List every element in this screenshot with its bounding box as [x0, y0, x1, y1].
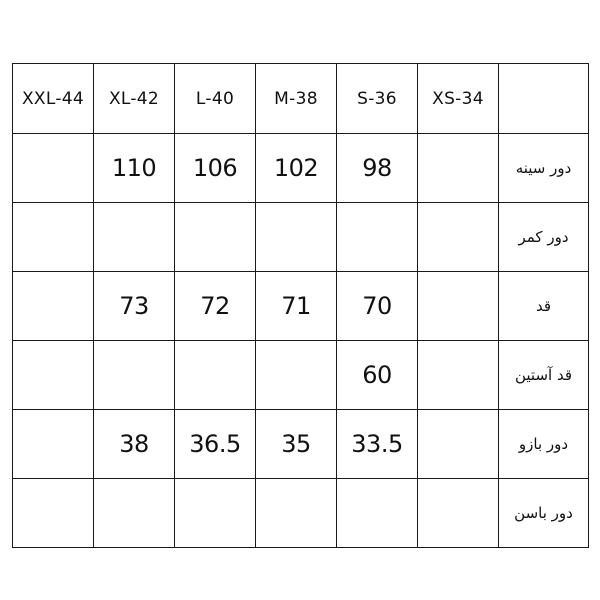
- row-label-length: قد: [499, 272, 589, 341]
- value-cell: [13, 479, 94, 548]
- value-cell: 33.5: [337, 410, 418, 479]
- value-cell: [337, 479, 418, 548]
- value-cell: [94, 341, 175, 410]
- size-header-m: M-38: [256, 64, 337, 134]
- size-header-xxl: XXL-44: [13, 64, 94, 134]
- size-header-xs: XS-34: [418, 64, 499, 134]
- table-row: [13, 341, 589, 410]
- value-cell: [418, 203, 499, 272]
- table-row: [13, 203, 589, 272]
- value-cell: 71: [256, 272, 337, 341]
- value-cell: [418, 341, 499, 410]
- value-cell: [418, 134, 499, 203]
- row-label-hip: دور باسن: [499, 479, 589, 548]
- row-label-arm: دور بازو: [499, 410, 589, 479]
- value-cell: [418, 410, 499, 479]
- value-cell: [418, 272, 499, 341]
- value-cell: 38: [94, 410, 175, 479]
- value-cell: 73: [94, 272, 175, 341]
- value-cell: [94, 479, 175, 548]
- value-cell: 60: [337, 341, 418, 410]
- value-cell: 102: [256, 134, 337, 203]
- value-cell: [13, 410, 94, 479]
- value-cell: [256, 341, 337, 410]
- value-cell: 70: [337, 272, 418, 341]
- value-cell: 36.5: [175, 410, 256, 479]
- table-row: [13, 272, 589, 341]
- value-cell: [256, 203, 337, 272]
- table-row: [13, 410, 589, 479]
- row-label-chest: دور سینه: [499, 134, 589, 203]
- value-cell: [175, 479, 256, 548]
- value-cell: [337, 203, 418, 272]
- row-label-sleeve-length: قد آستین: [499, 341, 589, 410]
- row-label-waist: دور کمر: [499, 203, 589, 272]
- size-header-xl: XL-42: [94, 64, 175, 134]
- table-row: [13, 134, 589, 203]
- value-cell: [94, 203, 175, 272]
- value-cell: [13, 272, 94, 341]
- size-chart-table: [12, 63, 589, 548]
- value-cell: [13, 203, 94, 272]
- corner-header-cell: [499, 64, 589, 134]
- value-cell: [418, 479, 499, 548]
- value-cell: [175, 203, 256, 272]
- table-row: [13, 479, 589, 548]
- size-header-l: L-40: [175, 64, 256, 134]
- value-cell: 72: [175, 272, 256, 341]
- value-cell: [175, 341, 256, 410]
- header-row: [13, 64, 589, 134]
- size-header-s: S-36: [337, 64, 418, 134]
- value-cell: [13, 341, 94, 410]
- value-cell: [256, 479, 337, 548]
- value-cell: 35: [256, 410, 337, 479]
- value-cell: [13, 134, 94, 203]
- value-cell: 110: [94, 134, 175, 203]
- value-cell: 98: [337, 134, 418, 203]
- value-cell: 106: [175, 134, 256, 203]
